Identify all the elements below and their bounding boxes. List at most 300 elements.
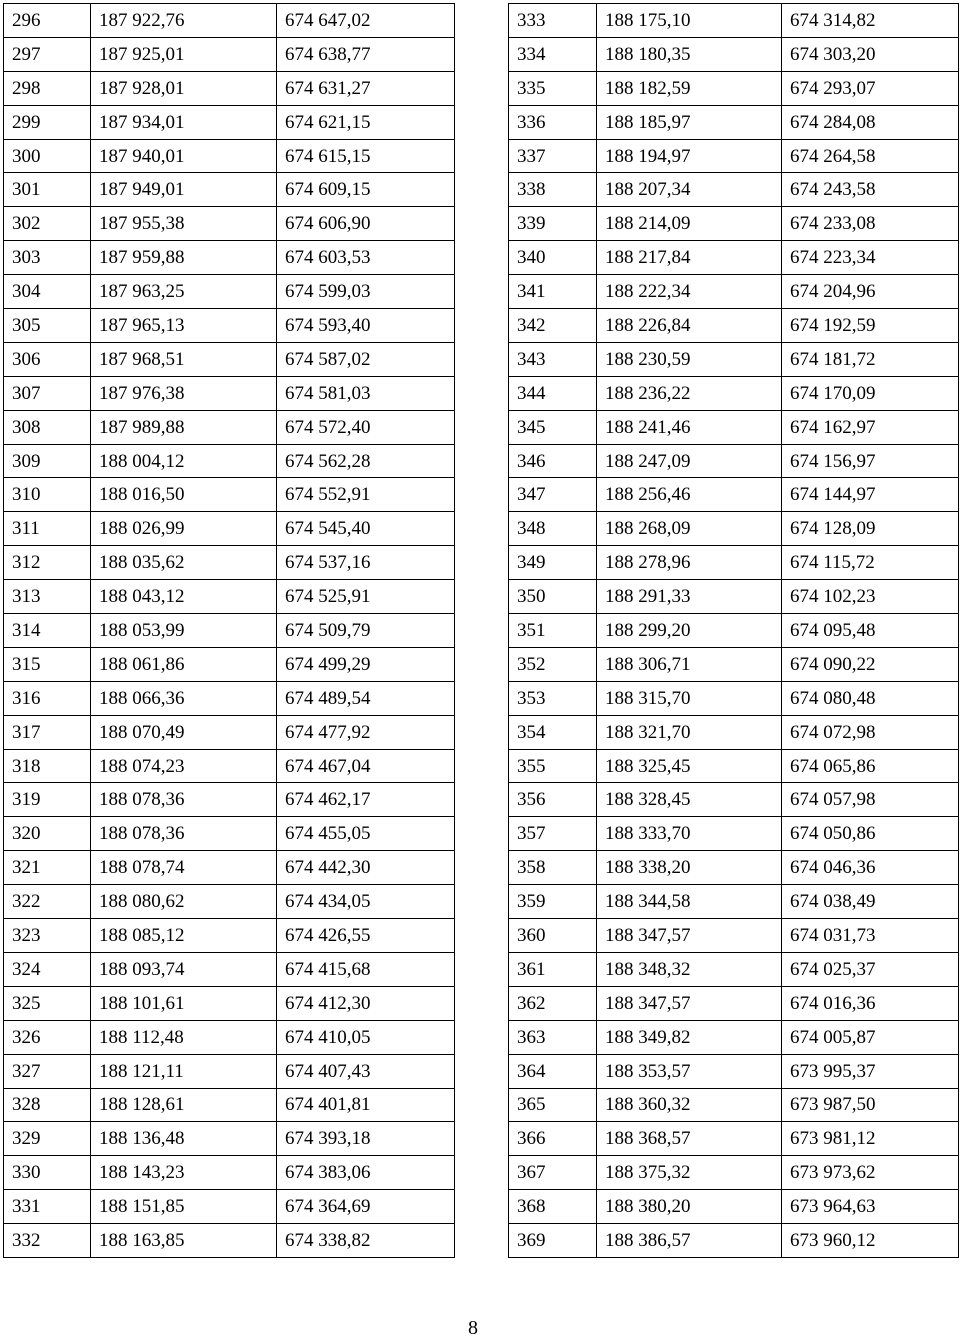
table-row <box>509 241 959 275</box>
coordinates-table-right <box>508 3 959 1258</box>
y-coordinate-cell: 674 552,91 <box>277 478 455 512</box>
x-coordinate-cell: 188 035,62 <box>91 546 277 580</box>
y-coordinate-cell: 674 393,18 <box>277 1122 455 1156</box>
table-row <box>509 1190 959 1224</box>
y-coordinate-cell: 674 031,73 <box>782 919 959 953</box>
x-coordinate-cell: 187 922,76 <box>91 4 277 38</box>
y-coordinate-cell: 674 338,82 <box>277 1224 455 1258</box>
x-coordinate-cell: 188 349,82 <box>597 1020 782 1054</box>
x-coordinate-cell: 188 328,45 <box>597 783 782 817</box>
x-coordinate-cell: 188 078,74 <box>91 851 277 885</box>
x-coordinate-cell: 188 268,09 <box>597 512 782 546</box>
table-row <box>509 139 959 173</box>
point-number-cell: 351 <box>509 614 597 648</box>
table-row <box>4 139 455 173</box>
point-number-cell: 352 <box>509 647 597 681</box>
y-coordinate-cell: 674 243,58 <box>782 173 959 207</box>
point-number-cell: 354 <box>509 715 597 749</box>
point-number-cell: 342 <box>509 309 597 343</box>
x-coordinate-cell: 188 230,59 <box>597 342 782 376</box>
x-coordinate-cell: 187 963,25 <box>91 275 277 309</box>
x-coordinate-cell: 188 347,57 <box>597 919 782 953</box>
table-row <box>509 512 959 546</box>
point-number-cell: 360 <box>509 919 597 953</box>
x-coordinate-cell: 188 207,34 <box>597 173 782 207</box>
y-coordinate-cell: 674 606,90 <box>277 207 455 241</box>
point-number-cell: 359 <box>509 885 597 919</box>
point-number-cell: 302 <box>4 207 91 241</box>
x-coordinate-cell: 188 375,32 <box>597 1156 782 1190</box>
point-number-cell: 325 <box>4 986 91 1020</box>
y-coordinate-cell: 674 562,28 <box>277 444 455 478</box>
table-row <box>509 1156 959 1190</box>
x-coordinate-cell: 187 928,01 <box>91 71 277 105</box>
point-number-cell: 318 <box>4 749 91 783</box>
table-row <box>4 885 455 919</box>
y-coordinate-cell: 674 284,08 <box>782 105 959 139</box>
table-row <box>509 376 959 410</box>
x-coordinate-cell: 188 386,57 <box>597 1224 782 1258</box>
y-coordinate-cell: 674 401,81 <box>277 1088 455 1122</box>
x-coordinate-cell: 188 128,61 <box>91 1088 277 1122</box>
x-coordinate-cell: 188 360,32 <box>597 1088 782 1122</box>
table-row <box>509 207 959 241</box>
point-number-cell: 305 <box>4 309 91 343</box>
table-row <box>509 478 959 512</box>
x-coordinate-cell: 188 222,34 <box>597 275 782 309</box>
table-row <box>509 817 959 851</box>
y-coordinate-cell: 673 973,62 <box>782 1156 959 1190</box>
table-row <box>4 410 455 444</box>
y-coordinate-cell: 673 987,50 <box>782 1088 959 1122</box>
point-number-cell: 322 <box>4 885 91 919</box>
table-row <box>4 105 455 139</box>
y-coordinate-cell: 674 383,06 <box>277 1156 455 1190</box>
x-coordinate-cell: 188 278,96 <box>597 546 782 580</box>
point-number-cell: 332 <box>4 1224 91 1258</box>
x-coordinate-cell: 188 315,70 <box>597 681 782 715</box>
point-number-cell: 313 <box>4 580 91 614</box>
x-coordinate-cell: 188 180,35 <box>597 37 782 71</box>
y-coordinate-cell: 674 102,23 <box>782 580 959 614</box>
table-row <box>4 207 455 241</box>
y-coordinate-cell: 674 415,68 <box>277 952 455 986</box>
table-row <box>509 851 959 885</box>
table-row <box>4 1190 455 1224</box>
point-number-cell: 361 <box>509 952 597 986</box>
y-coordinate-cell: 674 621,15 <box>277 105 455 139</box>
point-number-cell: 310 <box>4 478 91 512</box>
y-coordinate-cell: 674 090,22 <box>782 647 959 681</box>
point-number-cell: 306 <box>4 342 91 376</box>
x-coordinate-cell: 188 074,23 <box>91 749 277 783</box>
y-coordinate-cell: 674 434,05 <box>277 885 455 919</box>
table-row <box>509 783 959 817</box>
y-coordinate-cell: 674 587,02 <box>277 342 455 376</box>
point-number-cell: 343 <box>509 342 597 376</box>
x-coordinate-cell: 188 070,49 <box>91 715 277 749</box>
table-row <box>4 647 455 681</box>
table-row <box>509 275 959 309</box>
point-number-cell: 348 <box>509 512 597 546</box>
y-coordinate-cell: 674 412,30 <box>277 986 455 1020</box>
table-body <box>4 4 455 1258</box>
table-row <box>4 681 455 715</box>
table-row <box>509 614 959 648</box>
x-coordinate-cell: 188 347,57 <box>597 986 782 1020</box>
y-coordinate-cell: 674 204,96 <box>782 275 959 309</box>
x-coordinate-cell: 188 333,70 <box>597 817 782 851</box>
y-coordinate-cell: 674 426,55 <box>277 919 455 953</box>
y-coordinate-cell: 674 303,20 <box>782 37 959 71</box>
point-number-cell: 333 <box>509 4 597 38</box>
y-coordinate-cell: 674 407,43 <box>277 1054 455 1088</box>
point-number-cell: 324 <box>4 952 91 986</box>
x-coordinate-cell: 188 368,57 <box>597 1122 782 1156</box>
table-row <box>4 986 455 1020</box>
x-coordinate-cell: 188 241,46 <box>597 410 782 444</box>
x-coordinate-cell: 188 236,22 <box>597 376 782 410</box>
table-row <box>4 783 455 817</box>
table-row <box>509 986 959 1020</box>
point-number-cell: 356 <box>509 783 597 817</box>
y-coordinate-cell: 673 960,12 <box>782 1224 959 1258</box>
y-coordinate-cell: 674 046,36 <box>782 851 959 885</box>
table-row <box>509 444 959 478</box>
point-number-cell: 340 <box>509 241 597 275</box>
point-number-cell: 341 <box>509 275 597 309</box>
point-number-cell: 296 <box>4 4 91 38</box>
y-coordinate-cell: 674 025,37 <box>782 952 959 986</box>
y-coordinate-cell: 673 981,12 <box>782 1122 959 1156</box>
x-coordinate-cell: 188 256,46 <box>597 478 782 512</box>
table-row <box>4 71 455 105</box>
table-row <box>509 647 959 681</box>
table-row <box>4 309 455 343</box>
point-number-cell: 330 <box>4 1156 91 1190</box>
y-coordinate-cell: 674 477,92 <box>277 715 455 749</box>
y-coordinate-cell: 674 115,72 <box>782 546 959 580</box>
y-coordinate-cell: 674 537,16 <box>277 546 455 580</box>
x-coordinate-cell: 188 085,12 <box>91 919 277 953</box>
x-coordinate-cell: 188 004,12 <box>91 444 277 478</box>
x-coordinate-cell: 188 175,10 <box>597 4 782 38</box>
x-coordinate-cell: 188 163,85 <box>91 1224 277 1258</box>
point-number-cell: 312 <box>4 546 91 580</box>
y-coordinate-cell: 674 192,59 <box>782 309 959 343</box>
point-number-cell: 353 <box>509 681 597 715</box>
point-number-cell: 349 <box>509 546 597 580</box>
x-coordinate-cell: 187 925,01 <box>91 37 277 71</box>
table-row <box>509 952 959 986</box>
y-coordinate-cell: 674 181,72 <box>782 342 959 376</box>
table-row <box>4 241 455 275</box>
x-coordinate-cell: 187 968,51 <box>91 342 277 376</box>
x-coordinate-cell: 188 217,84 <box>597 241 782 275</box>
x-coordinate-cell: 188 093,74 <box>91 952 277 986</box>
table-row <box>4 37 455 71</box>
x-coordinate-cell: 188 247,09 <box>597 444 782 478</box>
table-row <box>509 1088 959 1122</box>
point-number-cell: 362 <box>509 986 597 1020</box>
x-coordinate-cell: 188 344,58 <box>597 885 782 919</box>
point-number-cell: 299 <box>4 105 91 139</box>
table-row <box>509 309 959 343</box>
x-coordinate-cell: 188 066,36 <box>91 681 277 715</box>
y-coordinate-cell: 674 314,82 <box>782 4 959 38</box>
point-number-cell: 339 <box>509 207 597 241</box>
x-coordinate-cell: 188 185,97 <box>597 105 782 139</box>
point-number-cell: 364 <box>509 1054 597 1088</box>
x-coordinate-cell: 188 043,12 <box>91 580 277 614</box>
point-number-cell: 345 <box>509 410 597 444</box>
table-row <box>509 1224 959 1258</box>
y-coordinate-cell: 674 156,97 <box>782 444 959 478</box>
table-row <box>509 105 959 139</box>
point-number-cell: 366 <box>509 1122 597 1156</box>
x-coordinate-cell: 188 182,59 <box>597 71 782 105</box>
table-row <box>4 715 455 749</box>
y-coordinate-cell: 674 442,30 <box>277 851 455 885</box>
point-number-cell: 317 <box>4 715 91 749</box>
y-coordinate-cell: 674 581,03 <box>277 376 455 410</box>
point-number-cell: 300 <box>4 139 91 173</box>
x-coordinate-cell: 188 226,84 <box>597 309 782 343</box>
y-coordinate-cell: 674 410,05 <box>277 1020 455 1054</box>
y-coordinate-cell: 674 647,02 <box>277 4 455 38</box>
point-number-cell: 326 <box>4 1020 91 1054</box>
y-coordinate-cell: 674 038,49 <box>782 885 959 919</box>
point-number-cell: 329 <box>4 1122 91 1156</box>
table-row <box>509 173 959 207</box>
table-row <box>4 4 455 38</box>
table-row <box>509 546 959 580</box>
table-row <box>509 681 959 715</box>
point-number-cell: 320 <box>4 817 91 851</box>
x-coordinate-cell: 188 061,86 <box>91 647 277 681</box>
y-coordinate-cell: 674 264,58 <box>782 139 959 173</box>
point-number-cell: 338 <box>509 173 597 207</box>
point-number-cell: 336 <box>509 105 597 139</box>
y-coordinate-cell: 674 603,53 <box>277 241 455 275</box>
y-coordinate-cell: 674 293,07 <box>782 71 959 105</box>
y-coordinate-cell: 674 609,15 <box>277 173 455 207</box>
y-coordinate-cell: 674 462,17 <box>277 783 455 817</box>
x-coordinate-cell: 188 214,09 <box>597 207 782 241</box>
x-coordinate-cell: 188 321,70 <box>597 715 782 749</box>
y-coordinate-cell: 674 545,40 <box>277 512 455 546</box>
y-coordinate-cell: 674 364,69 <box>277 1190 455 1224</box>
x-coordinate-cell: 188 194,97 <box>597 139 782 173</box>
table-row <box>4 1088 455 1122</box>
y-coordinate-cell: 674 599,03 <box>277 275 455 309</box>
table-row <box>4 275 455 309</box>
point-number-cell: 298 <box>4 71 91 105</box>
x-coordinate-cell: 188 291,33 <box>597 580 782 614</box>
y-coordinate-cell: 674 005,87 <box>782 1020 959 1054</box>
x-coordinate-cell: 187 989,88 <box>91 410 277 444</box>
point-number-cell: 369 <box>509 1224 597 1258</box>
y-coordinate-cell: 674 144,97 <box>782 478 959 512</box>
point-number-cell: 344 <box>509 376 597 410</box>
table-row <box>4 952 455 986</box>
point-number-cell: 316 <box>4 681 91 715</box>
x-coordinate-cell: 187 940,01 <box>91 139 277 173</box>
y-coordinate-cell: 674 128,09 <box>782 512 959 546</box>
x-coordinate-cell: 188 348,32 <box>597 952 782 986</box>
y-coordinate-cell: 673 995,37 <box>782 1054 959 1088</box>
table-row <box>4 478 455 512</box>
table-row <box>4 749 455 783</box>
point-number-cell: 319 <box>4 783 91 817</box>
table-row <box>4 817 455 851</box>
point-number-cell: 363 <box>509 1020 597 1054</box>
point-number-cell: 337 <box>509 139 597 173</box>
point-number-cell: 358 <box>509 851 597 885</box>
table-row <box>509 580 959 614</box>
table-row <box>4 1156 455 1190</box>
table-row <box>509 1020 959 1054</box>
point-number-cell: 367 <box>509 1156 597 1190</box>
point-number-cell: 357 <box>509 817 597 851</box>
x-coordinate-cell: 188 306,71 <box>597 647 782 681</box>
x-coordinate-cell: 188 143,23 <box>91 1156 277 1190</box>
point-number-cell: 368 <box>509 1190 597 1224</box>
x-coordinate-cell: 187 965,13 <box>91 309 277 343</box>
table-row <box>509 37 959 71</box>
x-coordinate-cell: 188 353,57 <box>597 1054 782 1088</box>
y-coordinate-cell: 674 095,48 <box>782 614 959 648</box>
x-coordinate-cell: 187 949,01 <box>91 173 277 207</box>
table-row <box>4 173 455 207</box>
table-row <box>4 580 455 614</box>
table-row <box>509 342 959 376</box>
y-coordinate-cell: 674 050,86 <box>782 817 959 851</box>
point-number-cell: 314 <box>4 614 91 648</box>
y-coordinate-cell: 674 080,48 <box>782 681 959 715</box>
table-row <box>509 749 959 783</box>
y-coordinate-cell: 674 489,54 <box>277 681 455 715</box>
y-coordinate-cell: 674 631,27 <box>277 71 455 105</box>
x-coordinate-cell: 188 151,85 <box>91 1190 277 1224</box>
point-number-cell: 327 <box>4 1054 91 1088</box>
table-row <box>509 715 959 749</box>
table-row <box>509 1054 959 1088</box>
point-number-cell: 307 <box>4 376 91 410</box>
point-number-cell: 297 <box>4 37 91 71</box>
x-coordinate-cell: 188 101,61 <box>91 986 277 1020</box>
y-coordinate-cell: 674 525,91 <box>277 580 455 614</box>
table-row <box>4 512 455 546</box>
table-row <box>4 851 455 885</box>
x-coordinate-cell: 187 955,38 <box>91 207 277 241</box>
x-coordinate-cell: 188 078,36 <box>91 817 277 851</box>
x-coordinate-cell: 187 959,88 <box>91 241 277 275</box>
table-body <box>509 4 959 1258</box>
table-row <box>509 71 959 105</box>
coordinates-table-left <box>3 3 455 1258</box>
table-row <box>4 546 455 580</box>
table-row <box>4 919 455 953</box>
point-number-cell: 350 <box>509 580 597 614</box>
point-number-cell: 308 <box>4 410 91 444</box>
x-coordinate-cell: 188 380,20 <box>597 1190 782 1224</box>
point-number-cell: 301 <box>4 173 91 207</box>
point-number-cell: 331 <box>4 1190 91 1224</box>
y-coordinate-cell: 674 072,98 <box>782 715 959 749</box>
point-number-cell: 365 <box>509 1088 597 1122</box>
point-number-cell: 321 <box>4 851 91 885</box>
y-coordinate-cell: 674 016,36 <box>782 986 959 1020</box>
table-row <box>4 444 455 478</box>
y-coordinate-cell: 673 964,63 <box>782 1190 959 1224</box>
y-coordinate-cell: 674 057,98 <box>782 783 959 817</box>
x-coordinate-cell: 188 026,99 <box>91 512 277 546</box>
y-coordinate-cell: 674 467,04 <box>277 749 455 783</box>
point-number-cell: 309 <box>4 444 91 478</box>
x-coordinate-cell: 187 934,01 <box>91 105 277 139</box>
x-coordinate-cell: 188 112,48 <box>91 1020 277 1054</box>
y-coordinate-cell: 674 233,08 <box>782 207 959 241</box>
point-number-cell: 334 <box>509 37 597 71</box>
point-number-cell: 323 <box>4 919 91 953</box>
table-row <box>4 342 455 376</box>
point-number-cell: 355 <box>509 749 597 783</box>
x-coordinate-cell: 188 299,20 <box>597 614 782 648</box>
point-number-cell: 303 <box>4 241 91 275</box>
x-coordinate-cell: 188 325,45 <box>597 749 782 783</box>
point-number-cell: 304 <box>4 275 91 309</box>
table-row <box>4 1020 455 1054</box>
y-coordinate-cell: 674 499,29 <box>277 647 455 681</box>
x-coordinate-cell: 187 976,38 <box>91 376 277 410</box>
point-number-cell: 311 <box>4 512 91 546</box>
y-coordinate-cell: 674 065,86 <box>782 749 959 783</box>
table-row <box>509 919 959 953</box>
table-row <box>4 376 455 410</box>
table-row <box>4 1224 455 1258</box>
y-coordinate-cell: 674 223,34 <box>782 241 959 275</box>
x-coordinate-cell: 188 080,62 <box>91 885 277 919</box>
y-coordinate-cell: 674 455,05 <box>277 817 455 851</box>
y-coordinate-cell: 674 638,77 <box>277 37 455 71</box>
point-number-cell: 335 <box>509 71 597 105</box>
y-coordinate-cell: 674 593,40 <box>277 309 455 343</box>
table-row <box>509 885 959 919</box>
y-coordinate-cell: 674 509,79 <box>277 614 455 648</box>
y-coordinate-cell: 674 572,40 <box>277 410 455 444</box>
page-number: 8 <box>468 1317 478 1339</box>
point-number-cell: 346 <box>509 444 597 478</box>
table-row <box>4 1054 455 1088</box>
x-coordinate-cell: 188 136,48 <box>91 1122 277 1156</box>
y-coordinate-cell: 674 170,09 <box>782 376 959 410</box>
point-number-cell: 347 <box>509 478 597 512</box>
table-row <box>4 1122 455 1156</box>
table-row <box>4 614 455 648</box>
y-coordinate-cell: 674 162,97 <box>782 410 959 444</box>
x-coordinate-cell: 188 053,99 <box>91 614 277 648</box>
point-number-cell: 328 <box>4 1088 91 1122</box>
x-coordinate-cell: 188 121,11 <box>91 1054 277 1088</box>
table-row <box>509 410 959 444</box>
y-coordinate-cell: 674 615,15 <box>277 139 455 173</box>
x-coordinate-cell: 188 078,36 <box>91 783 277 817</box>
point-number-cell: 315 <box>4 647 91 681</box>
x-coordinate-cell: 188 016,50 <box>91 478 277 512</box>
table-row <box>509 1122 959 1156</box>
x-coordinate-cell: 188 338,20 <box>597 851 782 885</box>
